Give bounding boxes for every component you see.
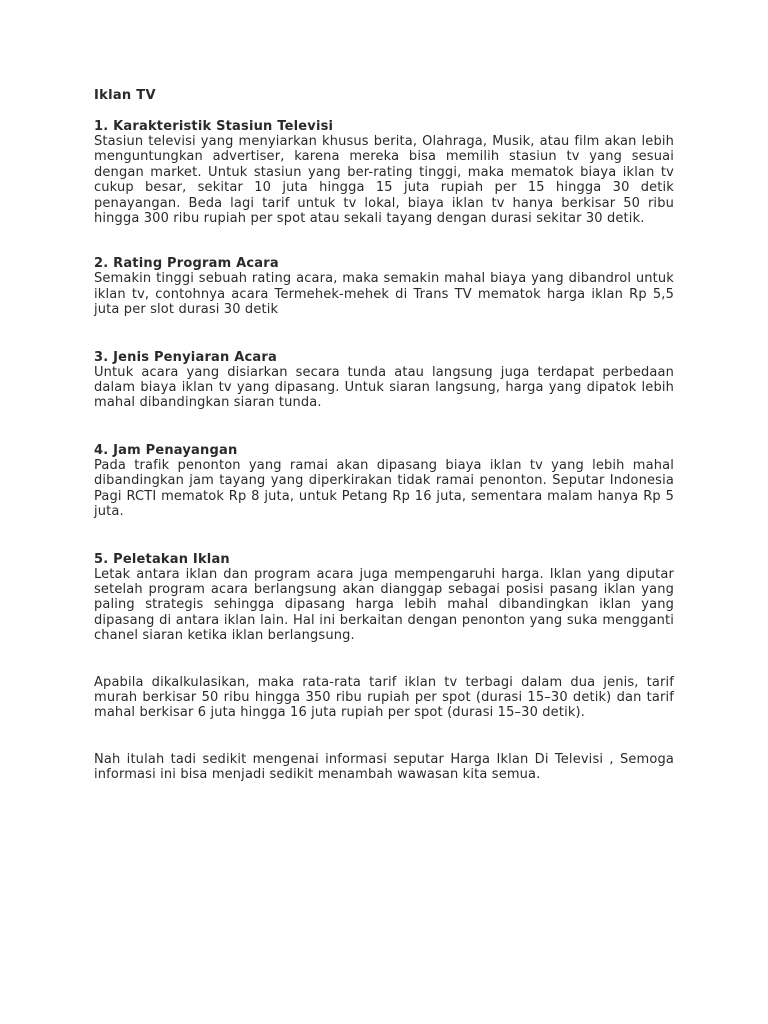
section-body: Semakin tinggi sebuah rating acara, maka semakin mahal biaya yang dibandrol untuk iklan tv, contohnya acara Termehek-mehek di Trans TV mematok harga iklan Rp 5,5 juta per slot durasi 30 detik xyxy=(94,271,674,318)
section-rating xyxy=(94,256,674,317)
section-heading: 2. Rating Program Acara xyxy=(94,256,279,272)
closing-paragraph: Nah itulah tadi sedikit mengenai informasi seputar Harga Iklan Di Televisi , Semoga informasi ini bisa menjadi sedikit menambah wawasan kita semua. xyxy=(94,751,674,783)
section-heading: 1. Karakteristik Stasiun Televisi xyxy=(94,119,334,134)
section-body: Untuk acara yang disiarkan secara tunda atau langsung juga terdapat perbedaan dalam biaya iklan tv yang dipasang. Untuk siaran langsung, harga yang dipatok lebih mahal dibandingkan siaran tunda. xyxy=(94,364,674,411)
section-heading: 5. Peletakan Iklan xyxy=(94,551,230,567)
section-karakteristik xyxy=(94,119,674,226)
document-page xyxy=(94,88,674,783)
section-jenis-penyiaran xyxy=(94,350,674,411)
section-heading: 3. Jenis Penyiaran Acara xyxy=(94,349,277,365)
section-heading: 4. Jam Penayangan xyxy=(94,442,238,458)
section-peletakan xyxy=(94,552,674,644)
document-title: Iklan TV xyxy=(94,88,156,103)
section-jam-penayangan xyxy=(94,443,674,520)
section-body: Letak antara iklan dan program acara juga mempengaruhi harga. Iklan yang diputar setelah program acara berlangsung akan dianggap sebagai posisi pasang iklan yang paling strategis sehingga dipasang harga lebih mahal dibandingkan iklan yang dipasang di antara iklan lain. Hal ini berkaitan dengan penonton yang suka mengganti chanel siaran ketika iklan berlangsung. xyxy=(94,566,674,644)
section-body: Pada trafik penonton yang ramai akan dipasang biaya iklan tv yang lebih mahal dibandingkan jam tayang yang diperkirakan tidak ramai penonton. Seputar Indonesia Pagi RCTI mematok Rp 8 juta, untuk Petang Rp 16 juta, sementara malam hanya Rp 5 juta. xyxy=(94,457,674,520)
summary-paragraph: Apabila dikalkulasikan, maka rata-rata tarif iklan tv terbagi dalam dua jenis, tarif murah berkisar 50 ribu hingga 350 ribu rupiah per spot (durasi 15–30 detik) dan tarif mahal berkisar 6 juta hingga 16 juta rupiah per spot (durasi 15–30 detik). xyxy=(94,674,674,721)
section-body: Stasiun televisi yang menyiarkan khusus berita, Olahraga, Musik, atau film akan lebih menguntungkan advertiser, karena mereka bisa memilih stasiun tv yang sesuai dengan market. Untuk stasiun yang ber-rating tinggi, maka mematok biaya iklan tv cukup besar, sekitar 10 juta hingga 15 juta rupiah per 15 hingga 30 detik penayangan. Beda lagi tarif untuk tv lokal, biaya iklan tv hanya berkisar 50 ribu hingga 300 ribu rupiah per spot atau sekali tayang dengan durasi sekitar 30 detik. xyxy=(94,134,674,227)
